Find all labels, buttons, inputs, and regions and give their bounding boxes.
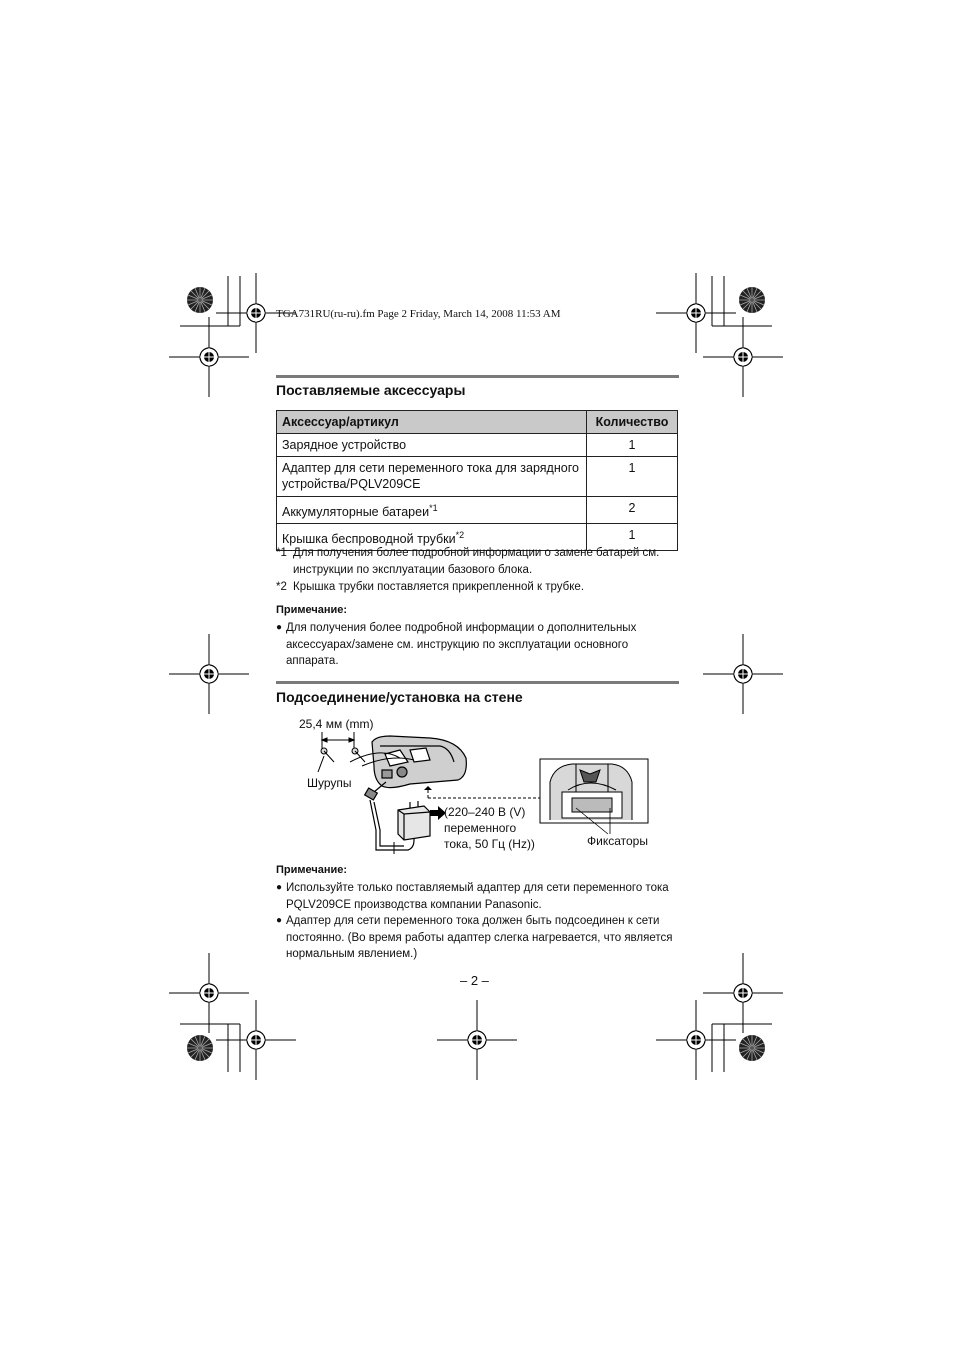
section-rule [276, 681, 679, 684]
section-rule [276, 375, 679, 378]
power-spec-label: (220–240 В (V) переменного тока, 50 Гц (Hz)) [444, 805, 535, 851]
crosshair-mark-icon [169, 953, 249, 1033]
note-bullet: ● Используйте только поставляемый адаптер для сети переменного тока PQLV209CE производства компании Panasonic. [276, 882, 669, 911]
quantity-cell: 1 [587, 434, 678, 457]
note-bullet: ● Для получения более подробной информации о дополнительных аксессуарах/замене см. инструкцию по эксплуатации основного аппарата. [276, 622, 637, 667]
detail-inset [540, 759, 648, 823]
star-mark-icon [739, 287, 765, 313]
note-bullet: ● Адаптер для сети переменного тока должен быть подсоединен к сети постоянно. (Во время работы адаптер слегка нагревается, что является нормальным явлением.) [276, 915, 673, 960]
accessories-title: Поставляемые аксессуары [276, 382, 466, 398]
bullet-icon: ● [276, 882, 283, 893]
table-row [277, 457, 678, 497]
crosshair-mark-icon [703, 317, 783, 397]
star-mark-icon [187, 287, 213, 313]
table-row [277, 434, 678, 457]
table-row [277, 497, 678, 524]
accessories-table [276, 410, 678, 551]
item-cell: Зарядное устройство [277, 434, 587, 457]
item-cell: Крышка беспроводной трубки$^{*2}$ [277, 524, 587, 551]
ac-adapter-icon [398, 801, 430, 840]
bullet-icon: ● [276, 622, 283, 633]
star-mark-icon [739, 1035, 765, 1061]
pointer-icon [424, 786, 432, 790]
charger-icon [350, 736, 466, 788]
crosshair-mark-icon [703, 953, 783, 1033]
item-cell: Аккумуляторные батареи$^{*1}$ [277, 497, 587, 524]
footnote: *1 Для получения более подробной информации о замене батарей см. инструкции по эксплуатации базового блока. [276, 547, 660, 576]
column-header-quantity: Количество [587, 411, 678, 434]
table-header-row [277, 411, 678, 434]
star-mark-icon [187, 1035, 213, 1061]
file-info-line: TGA731RU(ru-ru).fm Page 2 Friday, March 14, 2008 11:53 AM [276, 308, 561, 320]
crosshair-mark-icon [169, 317, 249, 397]
crosshair-mark-icon [437, 1000, 517, 1080]
footnote-ref: *1 [429, 503, 438, 513]
note-title: Примечание: [276, 864, 348, 876]
quantity-cell: 2 [587, 497, 678, 524]
spacing-label: 25,4 мм (mm) [299, 717, 374, 731]
note-title: Примечание: [276, 604, 348, 616]
bullet-icon: ● [276, 915, 283, 926]
quantity-cell: 1 [587, 457, 678, 497]
footnote: *2 Крышка трубки поставляется прикрепленной к трубке. [276, 581, 585, 593]
column-header-item: Аксессуар/артикул [277, 411, 587, 434]
item-cell: Адаптер для сети переменного тока для зарядного устройства/PQLV209CE [277, 457, 587, 497]
hooks-label: Фиксаторы [587, 834, 648, 848]
quantity-cell: 1 [587, 524, 678, 551]
wall-mount-title: Подсоединение/установка на стене [276, 689, 523, 705]
screws-label: Шурупы [307, 776, 352, 790]
page-number: – 2 – [460, 973, 489, 988]
screw-icon [318, 748, 365, 772]
crosshair-mark-icon [169, 634, 249, 714]
crosshair-mark-icon [703, 634, 783, 714]
footnote-ref: *2 [455, 530, 465, 541]
